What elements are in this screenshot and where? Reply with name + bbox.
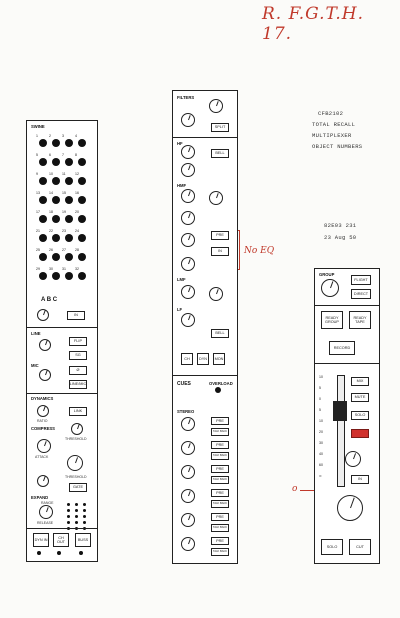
gain-reduction-led (67, 515, 70, 518)
route-number: 23 (62, 229, 66, 233)
filters-label: FILTERS (177, 95, 195, 100)
channel-strip-1 (26, 120, 98, 562)
threshold-label-1: THRESHOLD (65, 437, 87, 441)
sg-button[interactable]: SG (69, 351, 87, 360)
in-button-eq[interactable]: IN (211, 247, 229, 256)
range-knob[interactable] (39, 505, 53, 519)
route-number: 26 (49, 248, 53, 252)
route-number: 22 (49, 229, 53, 233)
doc-info-line3: MULTIPLEXER (312, 132, 352, 139)
doc-date: 23 Aug 50 (324, 234, 357, 241)
group-label: GROUP (319, 272, 335, 277)
flight-button[interactable]: FLIGHT (351, 275, 371, 285)
route-number: 29 (36, 267, 40, 271)
dynamics-label: DYNAMICS (31, 396, 54, 401)
route-button[interactable] (52, 177, 60, 185)
gain-reduction-led (67, 503, 70, 506)
attack-knob[interactable] (37, 439, 51, 453)
in-button-group[interactable]: IN (351, 475, 369, 484)
compress-threshold-knob[interactable] (71, 423, 83, 435)
route-button[interactable] (65, 139, 73, 147)
route-number: 2 (49, 134, 51, 138)
expand-threshold-knob[interactable] (67, 455, 83, 471)
cue-pre-button[interactable]: PRE (211, 489, 229, 497)
cues-label: CUES (177, 381, 191, 387)
route-button[interactable] (65, 158, 73, 166)
fader-scale-mark: 60 (319, 463, 323, 467)
dyn-in-button[interactable]: DYN IN (33, 533, 49, 547)
route-number: 9 (36, 172, 38, 176)
route-button[interactable] (78, 253, 86, 261)
ch-out-button[interactable]: CH OUT (53, 533, 69, 547)
route-button[interactable] (65, 196, 73, 204)
route-number: 5 (36, 153, 38, 157)
talkback-button[interactable]: TALK BACK (211, 452, 229, 460)
hpf-knob[interactable] (209, 99, 223, 113)
route-number: 19 (62, 210, 66, 214)
route-number: 20 (75, 210, 79, 214)
ch-button[interactable]: CH (181, 353, 193, 365)
phase-button[interactable]: Ø (69, 366, 87, 375)
release-knob[interactable] (37, 475, 49, 487)
fader-scale-mark: 20 (319, 430, 323, 434)
route-number: 30 (49, 267, 53, 271)
mix-button[interactable]: MIX (351, 377, 369, 386)
route-number: 16 (75, 191, 79, 195)
link-button[interactable]: LINK (69, 407, 87, 416)
attack-label: ATTACK (35, 455, 49, 459)
gain-reduction-led (67, 521, 70, 524)
fader-scale-mark: 10 (319, 419, 323, 423)
fader-track[interactable] (337, 375, 345, 487)
direct-button[interactable]: DIRECT (351, 289, 371, 299)
gate-button[interactable]: GATE (69, 483, 87, 492)
cue-send-knob[interactable] (181, 417, 195, 431)
route-button[interactable] (39, 177, 47, 185)
channel-strip-3 (314, 268, 380, 564)
ratio-knob[interactable] (37, 405, 49, 417)
route-button[interactable] (39, 158, 47, 166)
fader-scale-mark: 10 (319, 375, 323, 379)
ready-tape-button[interactable]: READY TAPE (349, 311, 371, 329)
divider-2 (27, 393, 97, 394)
ratio-label: RATIO (37, 419, 48, 423)
divider-f (173, 137, 237, 138)
divider-cues (173, 375, 237, 376)
cue-pre-button[interactable]: PRE (211, 441, 229, 449)
hmf-gain-knob[interactable] (181, 211, 195, 225)
route-button[interactable] (78, 196, 86, 204)
route-number: 14 (49, 191, 53, 195)
mon-button[interactable]: MON (213, 353, 225, 365)
route-button[interactable] (52, 253, 60, 261)
group-knob[interactable] (321, 279, 339, 297)
route-button[interactable] (39, 139, 47, 147)
output-knob[interactable] (337, 495, 363, 521)
lf-gain-knob[interactable] (181, 313, 195, 327)
route-button[interactable] (52, 196, 60, 204)
route-number: 13 (36, 191, 40, 195)
route-number: 18 (49, 210, 53, 214)
route-number: 27 (62, 248, 66, 252)
route-button[interactable] (52, 139, 60, 147)
cue-pre-button[interactable]: PRE (211, 465, 229, 473)
fader-scale-mark: 30 (319, 441, 323, 445)
route-number: 24 (75, 229, 79, 233)
strip1-title: SWINE (31, 124, 45, 129)
route-number: 32 (75, 267, 79, 271)
route-number: 15 (62, 191, 66, 195)
cue-pre-button[interactable]: PRE (211, 513, 229, 521)
solo-bottom-button[interactable]: SOLO (321, 539, 343, 555)
gain-reduction-led (83, 503, 86, 506)
fader-scale-mark: 40 (319, 452, 323, 456)
route-button[interactable] (39, 196, 47, 204)
abc-labels: A B C (41, 297, 58, 303)
cue-send-knob[interactable] (181, 489, 195, 503)
lmf-q-knob[interactable] (181, 285, 195, 299)
gain-reduction-led (75, 503, 78, 506)
hf-gain-knob[interactable] (181, 163, 195, 177)
pre-button-eq[interactable]: PRE (211, 231, 229, 240)
route-number: 10 (49, 172, 53, 176)
route-number: 7 (62, 153, 64, 157)
route-button[interactable] (78, 234, 86, 242)
expand-label: EXPAND (31, 495, 49, 500)
cue-pre-button[interactable]: PRE (211, 537, 229, 545)
gain-reduction-led (83, 521, 86, 524)
record-button[interactable]: RECORD (329, 341, 355, 355)
overload-label: OVERLOAD (209, 381, 233, 386)
pan-knob[interactable] (37, 309, 49, 321)
cue-send-knob[interactable] (181, 465, 195, 479)
route-button[interactable] (65, 215, 73, 223)
divider-g (315, 305, 379, 306)
buss-button[interactable]: BUSS (75, 533, 91, 547)
cut-button[interactable]: CUT (349, 539, 371, 555)
no-eq-annotation: No EQ (244, 246, 275, 256)
solo-button[interactable]: SOLO (351, 411, 369, 420)
fader-cap[interactable] (333, 401, 347, 421)
flip-button[interactable]: FLIP (69, 337, 87, 346)
handwritten-title: R. F.G.T.H. 17. (262, 4, 365, 44)
channel-strip-2 (172, 90, 238, 564)
route-number: 8 (75, 153, 77, 157)
fader-scale-mark: 5 (319, 386, 321, 390)
lpf-knob[interactable] (181, 113, 195, 127)
route-number: 17 (36, 210, 40, 214)
route-number: 4 (75, 134, 77, 138)
doc-info-line1: CFB2102 (318, 110, 344, 117)
ready-group-button[interactable]: READY GROUP (321, 311, 343, 329)
divider-3 (27, 528, 97, 529)
hmf-q-knob[interactable] (209, 191, 223, 205)
gain-reduction-led (75, 515, 78, 518)
pan-knob-group[interactable] (345, 451, 361, 467)
talkback-button[interactable]: TALK BACK (211, 500, 229, 508)
talkback-button[interactable]: TALK BACK (211, 476, 229, 484)
talkback-button[interactable]: TALK BACK (211, 548, 229, 556)
threshold-label-2: THRESHOLD (65, 475, 87, 479)
route-button[interactable] (78, 215, 86, 223)
talkback-button[interactable]: TALK BACK (211, 524, 229, 532)
stereo-label: STEREO (177, 409, 195, 414)
fader-scale-mark: 0 (319, 397, 321, 401)
route-button[interactable] (78, 139, 86, 147)
gain-reduction-led (67, 509, 70, 512)
lf-label: LF (177, 307, 183, 312)
route-number: 31 (62, 267, 66, 271)
line-gain-knob[interactable] (39, 339, 51, 351)
doc-info-line4: OBJECT NUMBERS (312, 143, 363, 150)
route-number: 12 (75, 172, 79, 176)
route-number: 6 (49, 153, 51, 157)
route-button[interactable] (39, 253, 47, 261)
route-number: 28 (75, 248, 79, 252)
fader-scale-mark: 5 (319, 408, 321, 412)
fader-scale-mark: ∞ (319, 474, 322, 478)
bell-button-lf[interactable]: BELL (211, 329, 229, 338)
lmf-label: LMF (177, 277, 186, 282)
gain-reduction-led (75, 509, 78, 512)
route-button[interactable] (78, 158, 86, 166)
solo-led-button[interactable] (351, 429, 369, 438)
gain-reduction-led (75, 521, 78, 524)
cue-send-knob[interactable] (181, 537, 195, 551)
indicator-led (57, 551, 61, 555)
route-number: 21 (36, 229, 40, 233)
route-button[interactable] (52, 158, 60, 166)
doc-info-line2: TOTAL RECALL (312, 121, 356, 128)
route-button[interactable] (65, 253, 73, 261)
route-button[interactable] (52, 234, 60, 242)
talkback-button[interactable]: TALK BACK (211, 428, 229, 436)
route-button[interactable] (65, 234, 73, 242)
mic-gain-knob[interactable] (39, 369, 51, 381)
route-button[interactable] (65, 177, 73, 185)
route-number: 1 (36, 134, 38, 138)
split-button[interactable]: SPLIT (211, 123, 229, 132)
hmf-freq-knob[interactable] (181, 189, 195, 203)
route-button[interactable] (39, 215, 47, 223)
lmf-gain-knob[interactable] (181, 257, 195, 271)
line-mic-button[interactable]: LINE/MIC (69, 380, 87, 389)
bell-button-hf[interactable]: BELL (211, 149, 229, 158)
lmf-freq-knob[interactable] (181, 233, 195, 247)
route-number: 25 (36, 248, 40, 252)
route-button[interactable] (78, 177, 86, 185)
mic-label: MIC (31, 363, 39, 368)
indicator-led (79, 551, 83, 555)
gain-reduction-led (83, 509, 86, 512)
marker-annotation: o (292, 484, 298, 494)
route-button[interactable] (52, 272, 60, 280)
route-button[interactable] (39, 234, 47, 242)
in-button[interactable]: IN (67, 311, 85, 320)
hf-label: HF (177, 141, 183, 146)
route-number: 3 (62, 134, 64, 138)
gain-reduction-led (83, 515, 86, 518)
route-button[interactable] (52, 215, 60, 223)
doc-info-block (312, 108, 362, 152)
mute-button[interactable]: MUTE (351, 393, 369, 402)
release-label: RELEASE (37, 521, 54, 525)
dyn-button[interactable]: DYN (197, 353, 209, 365)
lf-freq-knob[interactable] (209, 287, 223, 301)
route-button[interactable] (65, 272, 73, 280)
route-button[interactable] (78, 272, 86, 280)
doc-code: 82E03 231 (324, 222, 357, 229)
overload-led (215, 387, 221, 393)
route-number: 11 (62, 172, 66, 176)
compress-label: COMPRESS (31, 426, 55, 431)
cue-pre-button[interactable]: PRE (211, 417, 229, 425)
indicator-led (37, 551, 41, 555)
cue-send-knob[interactable] (181, 441, 195, 455)
hf-freq-knob[interactable] (181, 145, 195, 159)
divider-1 (27, 327, 97, 328)
line-label: LINE (31, 331, 41, 336)
route-button[interactable] (39, 272, 47, 280)
cue-send-knob[interactable] (181, 513, 195, 527)
hmf-label: HMF (177, 183, 187, 188)
divider-r (315, 363, 379, 364)
range-label: RANGE (41, 501, 54, 505)
